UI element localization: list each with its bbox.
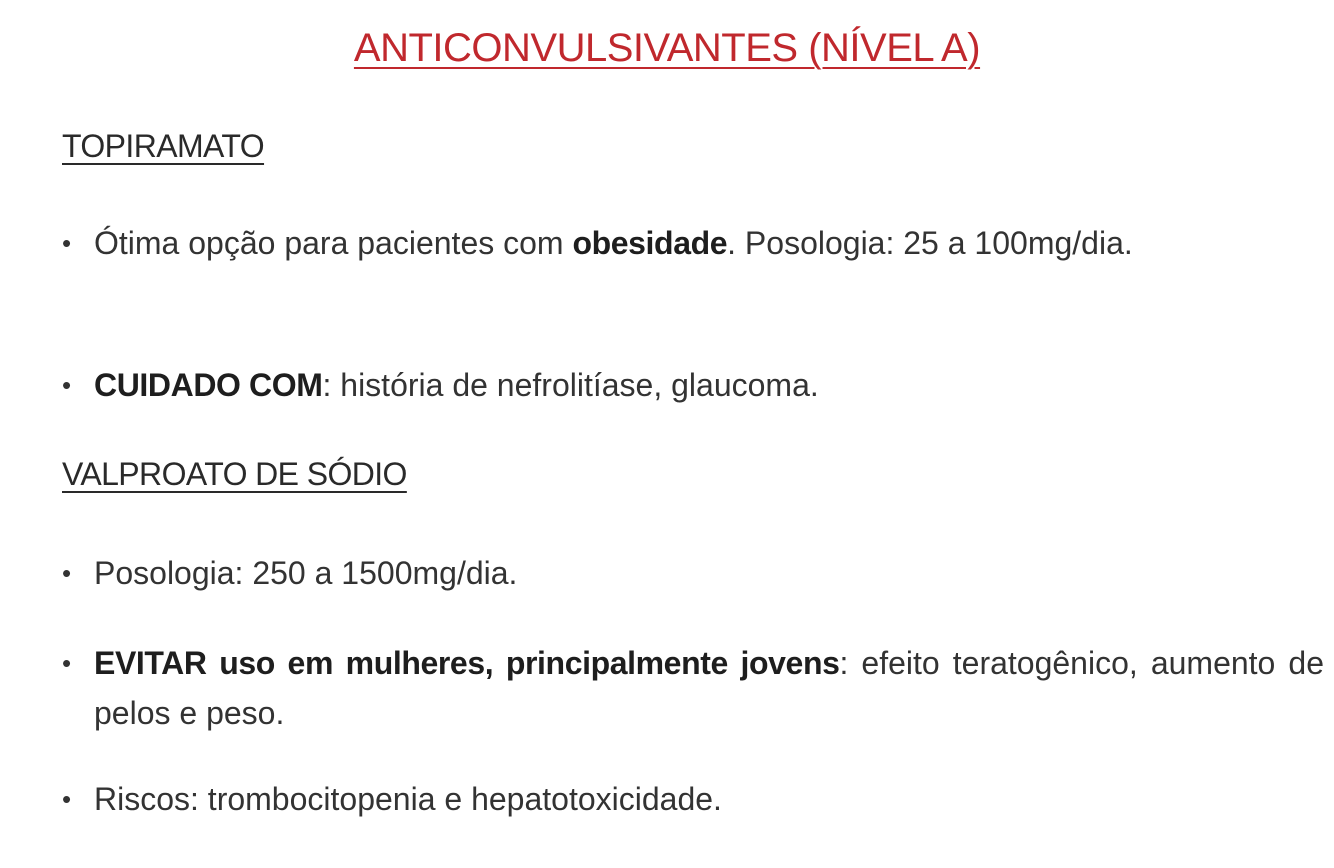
bullet-text bbox=[94, 360, 1324, 410]
bullet-text-prefix: Ótima opção para pacientes com bbox=[94, 225, 564, 261]
slide-title: ANTICONVULSIVANTES (NÍVEL A) bbox=[353, 26, 981, 70]
bullet-topiramato-cuidado bbox=[62, 360, 1324, 410]
bullet-valproato-riscos bbox=[62, 774, 1324, 824]
section-heading-topiramato: TOPIRAMATO bbox=[62, 128, 265, 164]
bullet-valproato-posologia bbox=[62, 548, 1324, 598]
bullet-dot: • bbox=[62, 228, 72, 258]
bullet-valproato-evitar bbox=[62, 638, 1324, 738]
bullet-text-strong: CUIDADO COM bbox=[94, 367, 323, 403]
bullet-dot: • bbox=[62, 784, 72, 814]
bullet-text-suffix: : efeito teratogênico, aumento de pelos e peso. bbox=[94, 645, 1324, 731]
bullet-text-suffix: . Posologia: 25 a 100mg/dia. bbox=[727, 225, 1133, 261]
bullet-dot: • bbox=[62, 648, 72, 678]
bullet-text-strong: obesidade bbox=[572, 225, 728, 261]
bullet-text bbox=[94, 638, 1324, 738]
bullet-text: Riscos: trombocitopenia e hepatotoxicidade. bbox=[94, 781, 722, 817]
bullet-dot: • bbox=[62, 370, 72, 400]
bullet-text bbox=[94, 218, 1324, 268]
section-heading-valproato: VALPROATO DE SÓDIO bbox=[62, 456, 407, 492]
bullet-text: Posologia: 250 a 1500mg/dia. bbox=[94, 555, 518, 591]
bullet-dot: • bbox=[62, 558, 72, 588]
bullet-text-suffix: : história de nefrolitíase, glaucoma. bbox=[322, 367, 819, 403]
bullet-text-strong: EVITAR uso em mulheres, principalmente jovens bbox=[94, 645, 840, 681]
bullet-topiramato-obesidade bbox=[62, 218, 1324, 268]
